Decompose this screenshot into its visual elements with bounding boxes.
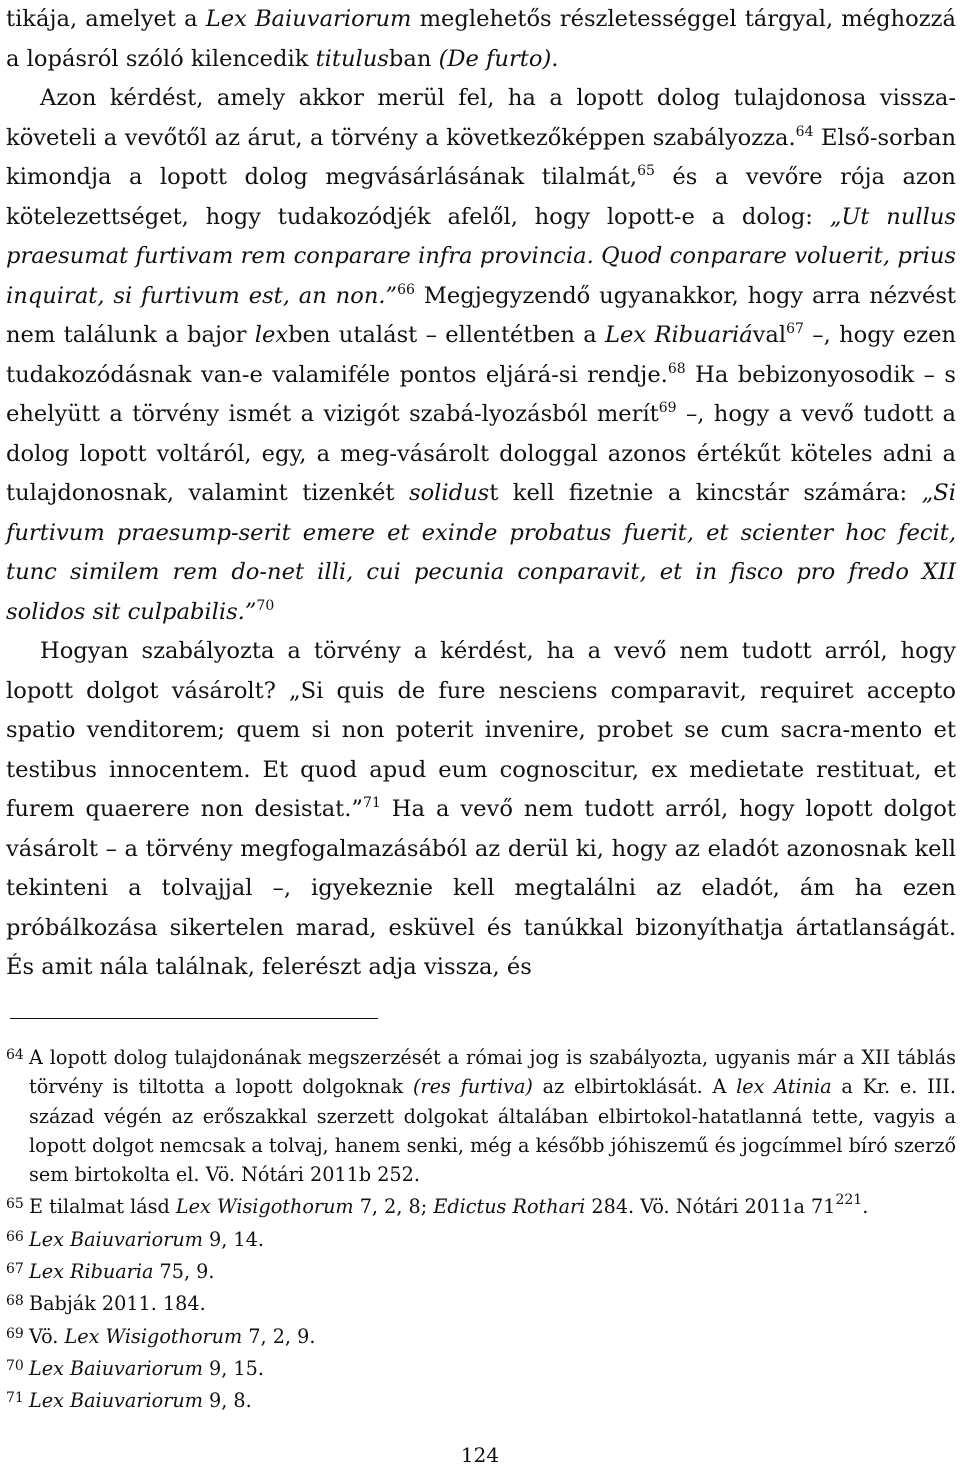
text-run: 7, 2, 9. <box>242 1324 316 1348</box>
italic-run: Lex Wisigothorum <box>64 1324 243 1348</box>
footnote-number: 68 <box>6 1293 24 1310</box>
footnote-ref-70[interactable]: 70 <box>256 597 275 614</box>
footnote-number: 70 <box>6 1357 24 1374</box>
text-run: Ha a vevő nem tudott arról, hogy lopott dolgot vásárolt – a törvény megfogalmazásából az derül ki, hogy az eladót azonosnak kell tekinteni a tolvajjal –, igyekeznie kell megtalálni az eladót, ám ha ezen próbálkozása sikertelen marad, esküvel és tanúkkal bizonyíthatja ártatlanságát. És amit nála találnak, felerészt adja vissza, és <box>6 796 956 980</box>
text-run: Ha bebizonyosodik – s ehelyütt a törvény ismét a vizigót szabá-lyozásból merít <box>6 361 956 427</box>
italic-run: lex Atinia <box>736 1075 832 1099</box>
text-run: ban <box>388 45 439 72</box>
text-run: E tilalmat lásd <box>29 1195 176 1219</box>
text-run: meglehetős részletességgel tárgyal, méghozzá a lopásról szóló kilencedik <box>6 6 956 72</box>
footnote-number: 67 <box>6 1261 24 1278</box>
text-run: ben utalást – ellentétben a <box>288 322 605 348</box>
text-run: 9, 14. <box>202 1227 264 1251</box>
footnote-ref-68[interactable]: 68 <box>667 360 686 377</box>
footnote-separator <box>10 1018 378 1019</box>
latin-quote: „Ut nullus praesumat furtivam rem conparare infra provincia. Quod conparare voluerit, prius inquirat, si furtivum est, an non.” <box>6 203 956 309</box>
footnote-64 <box>6 1043 956 1189</box>
footnote-ref-67[interactable]: 67 <box>786 321 804 337</box>
text-run: a Kr. e. III. század végén az erőszakkal szerzett dolgokat általában elbirtokol-hatatlanná tette, vagyis a lopott dolgot nemcsak a tolvaj, hanem senki, még a később jóhiszemű és jogcímmel bíró szerző sem birtokolta el. Vö. Nótári 2011b 252. <box>29 1075 956 1187</box>
text-run: . <box>862 1195 869 1219</box>
footnote-ref-69[interactable]: 69 <box>658 400 677 416</box>
text-run: Babják 2011. 184. <box>29 1292 206 1316</box>
text-run: Hogyan szabályozta a törvény a kérdést, ha a vevő nem tudott arról, hogy lopott dolgot vásárolt? „Si quis de fure nesciens comparavit, requiret accepto spatio venditorem; quem si non poterit invenire, probet se cum sacra-mento et testibus innocentem. Et quod apud eum cognoscitur, ex medietate restituat, et furem quaerere non desistat.” <box>6 638 956 822</box>
footnote-68 <box>6 1289 956 1318</box>
footnote-number: 64 <box>6 1047 24 1063</box>
footnote-number: 71 <box>6 1390 24 1407</box>
text-run: Megjegyzendő ugyanakkor, hogy arra nézvést nem találunk a bajor <box>6 282 956 348</box>
text-run: –, hogy ezen tudakozódásnak van-e valamiféle pontos eljárá-si rendje. <box>6 322 957 388</box>
italic-run: solidus <box>408 480 490 506</box>
footnote-number: 69 <box>6 1325 24 1342</box>
italic-run: titulus <box>315 45 389 72</box>
footnote-71 <box>6 1386 956 1415</box>
italic-run: Lex Baiuvariorum <box>29 1389 203 1413</box>
text-run: 75, 9. <box>153 1260 215 1284</box>
text-run: –, hogy a vevő tudott a dolog lopott voltáról, egy, a meg-vásárolt dologgal azonos értékűt köteles adni a tulajdonosnak, valamint tizenkét <box>6 401 956 506</box>
italic-run: (De furto) <box>438 45 552 72</box>
text-run: val <box>752 322 787 348</box>
paragraph-3 <box>6 632 956 988</box>
text-run: Első-sorban kimondja a lopott dolog megvásárlásának tilalmát, <box>6 124 956 190</box>
text-run: t kell fizetnie a kincstár számára: <box>489 480 922 506</box>
italic-run: Edictus Rothari <box>433 1195 586 1219</box>
footnote-ref-64[interactable]: 64 <box>795 123 814 140</box>
italic-run: Lex Wisigothorum <box>175 1195 354 1219</box>
text-run: és a vevőre rója azon kötelezettséget, hogy tudakozódjék afelől, hogy lopott-e a dolog: <box>6 164 956 230</box>
text-run: . <box>551 45 559 72</box>
text-run: A lopott dolog tulajdonának megszerzését a római jog is szabályozta, ugyanis már a XII táblás törvény is tiltotta a lopott dolgoknak <box>29 1046 956 1099</box>
paragraph-2 <box>6 79 956 632</box>
footnote-ref-65[interactable]: 65 <box>637 163 655 179</box>
text-run: az elbirtoklását. A <box>532 1075 737 1099</box>
main-text <box>6 0 956 988</box>
footnote-number: 66 <box>6 1228 24 1245</box>
italic-run: Lex Baiuvariorum <box>29 1356 203 1380</box>
text-run: 9, 8. <box>202 1389 252 1413</box>
italic-run: Lex Ribuaria <box>29 1260 154 1284</box>
italic-run: Lex Baiuvariorum <box>205 6 412 32</box>
italic-run: Lex Baiuvariorum <box>29 1227 203 1251</box>
footnote-65 <box>6 1192 956 1221</box>
italic-run: Lex Ribuariá <box>605 322 753 348</box>
text-run: tikája, amelyet a <box>6 6 206 32</box>
page-number: 124 <box>460 1443 500 1467</box>
latin-quote: „Si furtivum praesump-serit emere et exinde probatus fuerit, et scienter hoc fecit, tunc similem rem do-net illi, cui pecunia conparavit, et in fisco pro fredo XII solidos sit culpabilis.” <box>6 480 956 625</box>
footnote-70 <box>6 1354 956 1383</box>
footnote-69 <box>6 1322 956 1351</box>
footnote-67 <box>6 1257 956 1286</box>
footnote-66 <box>6 1225 956 1254</box>
paragraph-1 <box>6 0 956 79</box>
text-run: 284. Vö. Nótári 2011a 71 <box>585 1195 836 1219</box>
footnote-ref-66[interactable]: 66 <box>397 281 415 298</box>
footnote-ref-71[interactable]: 71 <box>362 795 381 811</box>
page <box>6 0 957 1413</box>
italic-run: lex <box>254 322 289 348</box>
footnotes <box>6 1043 956 1416</box>
text-run: Azon kérdést, amely akkor merül fel, ha a lopott dolog tulajdonosa vissza-követeli a vevőtől az árut, a törvény a következőképpen szabályozza. <box>6 85 956 151</box>
text-run: 7, 2, 8; <box>353 1195 434 1219</box>
text-run: 9, 15. <box>202 1356 264 1380</box>
italic-run: (res furtiva) <box>412 1075 533 1099</box>
text-run: Vö. <box>29 1324 65 1348</box>
superscript: 221 <box>835 1192 863 1209</box>
footnote-number: 65 <box>6 1196 24 1213</box>
